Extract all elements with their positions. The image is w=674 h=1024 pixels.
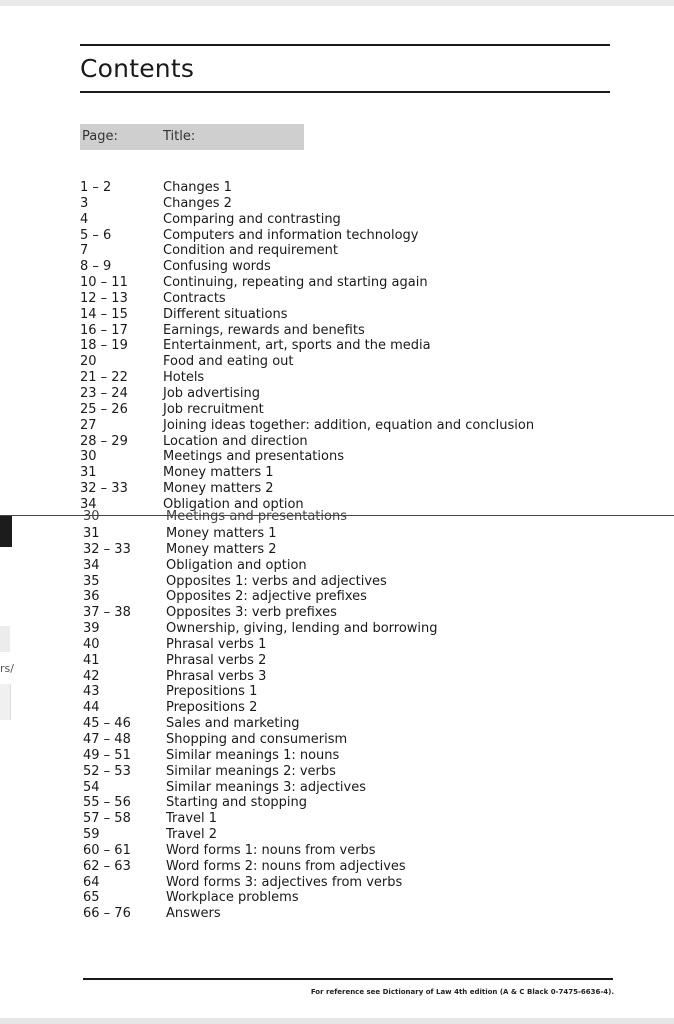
top-edge-strip <box>0 0 674 6</box>
toc-entry-title: Computers and information technology <box>163 227 419 243</box>
title-column-header: Title: <box>163 129 196 144</box>
toc-entry-title: Earnings, rewards and benefits <box>163 322 365 338</box>
toc-entry-title: Answers <box>166 906 221 922</box>
toc-entry-title: Money matters 1 <box>163 465 274 481</box>
toc-entry-title: Changes 1 <box>163 180 232 195</box>
toc-page-number: 42 <box>83 668 100 684</box>
page-column-header: Page: <box>82 129 118 144</box>
toc-page-number: 12 – 13 <box>80 290 128 306</box>
left-edge-dark-bar <box>0 516 12 547</box>
toc-page-number: 52 – 53 <box>83 763 131 779</box>
toc-entry-title: Joining ideas together: addition, equation and conclusion <box>163 417 535 433</box>
toc-entry-title: Meetings and presentations <box>163 449 344 465</box>
footer-rule <box>83 978 613 980</box>
toc-entry-title: Shopping and consumerism <box>166 731 348 747</box>
toc-page-number: 30 <box>80 449 97 465</box>
toc-page-number: 64 <box>83 874 100 890</box>
toc-page-number: 31 <box>80 465 97 481</box>
toc-page-number: 34 <box>80 496 97 512</box>
toc-page-number: 21 – 22 <box>80 370 128 386</box>
toc-entry-title: Obligation and option <box>166 557 307 573</box>
toc-entry-title: Similar meanings 2: verbs <box>166 763 336 779</box>
toc-page-number: 27 <box>80 417 97 433</box>
toc-entry-title: Travel 1 <box>166 811 218 827</box>
toc-entry-title: Ownership, giving, lending and borrowing <box>166 621 438 637</box>
toc-entry-title: Prepositions 2 <box>166 700 258 716</box>
toc-page-number: 62 – 63 <box>83 858 131 874</box>
toc-page-number: 35 <box>83 573 100 589</box>
toc-page-number: 8 – 9 <box>80 259 112 275</box>
left-edge-panel <box>0 626 10 652</box>
toc-page-number: 55 – 56 <box>83 795 131 811</box>
toc-entry-title: Changes 2 <box>163 195 232 211</box>
toc-entry-title: Continuing, repeating and starting again <box>163 275 428 291</box>
toc-page-number: 44 <box>83 700 100 716</box>
left-edge-text: rs/ <box>0 662 14 675</box>
toc-page-number: 1 – 2 <box>80 180 112 195</box>
title-underline <box>80 91 610 93</box>
toc-page-number: 59 <box>83 827 100 843</box>
toc-page-number: 31 <box>83 526 100 541</box>
toc-page-number: 28 – 29 <box>80 433 128 449</box>
bottom-edge-strip <box>0 1018 674 1024</box>
toc-entry-title: Money matters 2 <box>163 481 274 497</box>
toc-page-number: 20 <box>80 354 97 370</box>
toc-page-number: 54 <box>83 779 100 795</box>
toc-entry-title: Confusing words <box>163 259 271 275</box>
toc-entry-title: Sales and marketing <box>166 716 300 732</box>
toc-entry-title: Travel 2 <box>166 827 218 843</box>
toc-entry-title: Comparing and contrasting <box>163 211 341 227</box>
toc-page-number: 40 <box>83 636 100 652</box>
cut-off-page: 30 <box>83 509 100 524</box>
cut-off-entry <box>80 509 380 524</box>
toc-page-number: 32 – 33 <box>80 481 128 497</box>
toc-entry-title: Money matters 1 <box>166 526 277 541</box>
toc-entry-title: Similar meanings 1: nouns <box>166 747 340 763</box>
toc-page-number: 43 <box>83 684 100 700</box>
toc-entry-title: Prepositions 1 <box>166 684 258 700</box>
toc-entry-title: Contracts <box>163 290 226 306</box>
page-title: Contents <box>80 54 195 83</box>
toc-page-number: 7 <box>80 243 89 259</box>
toc-page-number: 10 – 11 <box>80 275 128 291</box>
toc-page-number: 4 <box>80 211 89 227</box>
toc-entry-title: Word forms 3: adjectives from verbs <box>166 874 403 890</box>
cut-off-title: Meetings and presentations <box>166 509 347 524</box>
toc-entry-title: Money matters 2 <box>166 541 277 557</box>
toc-entry-title: Word forms 1: nouns from verbs <box>166 842 376 858</box>
toc-entry-title: Phrasal verbs 1 <box>166 636 267 652</box>
toc-page-number: 32 – 33 <box>83 541 131 557</box>
toc-entry-title: Workplace problems <box>166 890 299 906</box>
toc-page-number: 16 – 17 <box>80 322 128 338</box>
toc-entry-title: Obligation and option <box>163 496 304 512</box>
toc-entry-title: Condition and requirement <box>163 243 338 259</box>
footer-reference: For reference see Dictionary of Law 4th edition (A & C Black 0-7475-6636-4). <box>310 988 614 996</box>
toc-page-number: 66 – 76 <box>83 906 131 922</box>
toc-entry-title: Phrasal verbs 2 <box>166 652 267 668</box>
toc-page-number: 47 – 48 <box>83 731 131 747</box>
toc-entry-title: Word forms 2: nouns from adjectives <box>166 858 406 874</box>
toc-entry-title: Phrasal verbs 3 <box>166 668 267 684</box>
toc-entry-title: Different situations <box>163 306 288 322</box>
toc-page-number: 60 – 61 <box>83 842 131 858</box>
toc-entry-title: Food and eating out <box>163 354 294 370</box>
toc-page-number: 41 <box>83 652 100 668</box>
toc-page-number: 3 <box>80 195 89 211</box>
toc-entry-title: Opposites 3: verb prefixes <box>166 605 337 621</box>
toc-entry-title: Job advertising <box>163 385 261 401</box>
toc-page-number: 49 – 51 <box>83 747 131 763</box>
toc-page-number: 34 <box>83 557 100 573</box>
toc-page-number: 39 <box>83 621 100 637</box>
toc-page-number: 18 – 19 <box>80 338 128 354</box>
toc-page-number: 37 – 38 <box>83 605 131 621</box>
top-rule <box>80 44 610 46</box>
toc-entry-title: Job recruitment <box>163 401 264 417</box>
toc-page-number: 14 – 15 <box>80 306 128 322</box>
toc-entry-title: Opposites 1: verbs and adjectives <box>166 573 387 589</box>
toc-entry-title: Opposites 2: adjective prefixes <box>166 589 367 605</box>
toc-entry-title: Hotels <box>163 370 205 386</box>
toc-entry-title: Starting and stopping <box>166 795 308 811</box>
toc-page-number: 36 <box>83 589 100 605</box>
toc-page-number: 25 – 26 <box>80 401 128 417</box>
toc-page-number: 57 – 58 <box>83 811 131 827</box>
toc-page-number: 45 – 46 <box>83 716 131 732</box>
left-edge-panel-2 <box>0 684 11 720</box>
toc-entry-title: Entertainment, art, sports and the media <box>163 338 431 354</box>
toc-page-number: 5 – 6 <box>80 227 112 243</box>
toc-page-number: 65 <box>83 890 100 906</box>
column-header-bar <box>80 124 304 150</box>
toc-entry-title: Similar meanings 3: adjectives <box>166 779 367 795</box>
toc-page-number: 23 – 24 <box>80 385 128 401</box>
toc-entry-title: Location and direction <box>163 433 308 449</box>
